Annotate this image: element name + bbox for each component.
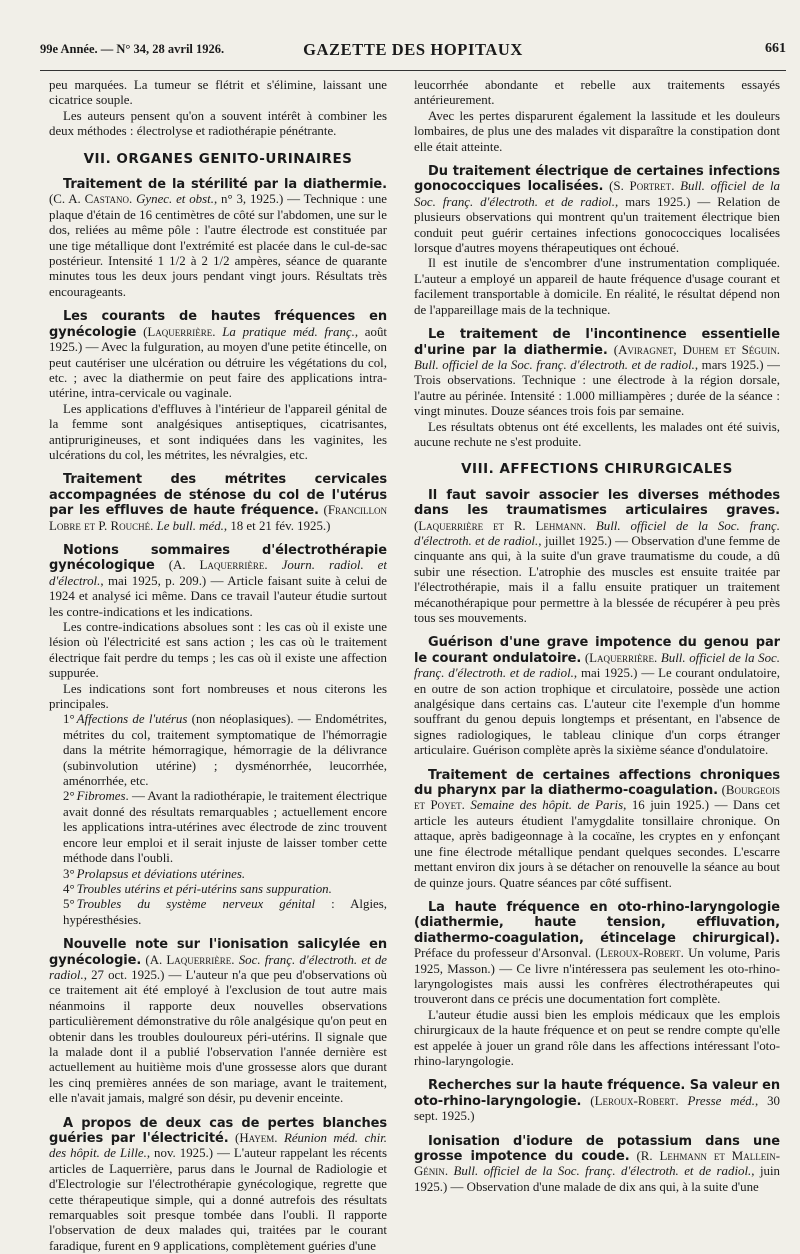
article-body: , n° 3, 1925.) — Technique : une plaque d'étain de 16 centimètres de côté sur l'abdomen, une sur le dos, reliées au même pôle : l'autre électrode est constituée par une tige métallique dont l'extrémité est placée dans le cul-de-sac postérieur. Intensité 1 1/2 à 2 1/2 ampères, séance de quarante minutes tous les deux jours pendant vingt jours. Résultats très encourageants.: [49, 192, 387, 299]
article-body: , mars 1925.) — Relation de plusieurs observations qui montrent qu'un traitement électrique bien conduit peut guérir certaines infections gonococciques localisées lorsque d'autres moyens thérapeutiques ont échoué.: [414, 194, 780, 256]
article-body: , août 1925.) — Avec la fulguration, au moyen d'une petite étincelle, on peut cautériser une ulcération ou détruire les végétations du col, etc. ; avec la diathermie on peut faire des applications intra-utérine, intra-cervicale ou vaginale.: [49, 324, 387, 401]
article-body: , 18 et 21 fév. 1925.): [223, 518, 331, 533]
paragraph: Il est inutile de s'encombrer d'une instrumentation compliquée. L'auteur a employé un appareil de haute fréquence d'usage courant et facilement transportable à domicile. En réalité, le résultat dépend non de l'appareillage mais de la technique.: [414, 256, 780, 317]
article-entry: Traitement des métrites cervicales accompagnées de sténose du col de l'utérus par les effluves de haute fréquence. (Francillon Lobre et P. Rouché. Le bull. méd., 18 et 21 fév. 1925.): [49, 472, 387, 533]
article-author: Laquerrière: [166, 952, 232, 967]
issue-line: 99e Année. — N° 34, 28 avril 1926.: [40, 42, 225, 56]
article-author: Castano: [84, 192, 130, 207]
article-body: , 30 sept. 1925.): [414, 1093, 780, 1124]
article-author: Leroux-Robert: [599, 946, 681, 961]
article-entry: Recherches sur la haute fréquence. Sa valeur en oto-rhino-laryngologie. (Leroux-Robert. Presse méd., 30 sept. 1925.): [414, 1078, 780, 1124]
article-title: Traitement de la stérilité par la diathermie.: [63, 177, 387, 193]
article-journal: Réunion méd. chir. des hôpit. de Lille.: [49, 1131, 387, 1161]
article-title: Il faut savoir associer les diverses méthodes dans les traumatismes articulaires graves.: [414, 487, 780, 519]
article-journal: Soc. franç. d'électroth. et de radiol.: [49, 952, 387, 982]
right-column: [414, 78, 780, 1195]
article-entry: Traitement de la stérilité par la diathermie. (C. A. Castano. Gynec. et obst., n° 3, 1925.) — Technique : une plaque d'étain de 16 centimètres de côté sur l'abdomen, une sur le dos, reliées au même pôle : l'autre électrode est constituée par une tige métallique dont l'extrémité est placée dans le cul-de-sac postérieur. Intensité 1 1/2 à 2 1/2 ampères, séance de quarante minutes tous les deux jours pendant vingt jours. Résultats très encourageants.: [49, 177, 387, 299]
article-journal: Bull. officiel de la Soc. franç. d'électroth. et de radiol.: [414, 518, 780, 548]
article-title: Traitement de certaines affections chroniques du pharynx par la diathermo-coagulation.: [414, 767, 780, 799]
paragraph: Les indications sont fort nombreuses et nous citerons les principales.: [49, 681, 387, 712]
article-entry: Du traitement électrique de certaines infections gonococciques localisées. (S. Portret. Bull. officiel de la Soc. franç. d'électroth. et de radiol., mars 1925.) — Relation de plusieurs observations qui montrent qu'un traitement électrique bien conduit peut guérir certaines infections gonococciques localisées lorsque d'autres moyens thérapeutiques ont échoué.: [414, 164, 780, 256]
article-author: Francillon Lobre et P. Rouché: [49, 503, 387, 533]
paragraph: leucorrhée abondante et rebelle aux traitements essayés antérieurement.: [414, 78, 780, 108]
article-journal: Semaine des hôpit. de Paris: [470, 798, 624, 813]
article-body: , juin 1925.) — Observation d'une malade de dix ans qui, à la suite d'une: [414, 1164, 780, 1194]
article-title: Guérison d'une grave impotence du genou par le courant ondulatoire.: [414, 635, 780, 666]
article-title: Traitement des métrites cervicales accompagnées de sténose du col de l'utérus par les effluves de haute fréquence.: [49, 472, 387, 519]
section-heading-8: VIII. AFFECTIONS CHIRURGICALES: [461, 461, 733, 478]
article-author: Hayem: [239, 1131, 275, 1145]
list-item: 5° Troubles du système nerveux génital : Algies, hypéresthésies.: [63, 897, 387, 927]
article-title: Ionisation d'iodure de potassium dans une grosse impotence du coude.: [414, 1133, 780, 1164]
article-body: , mai 1925.) — Le courant ondulatoire, en outre de son action trophique et circulatoire, possède une action analgésique dans certains cas. L'auteur cite l'exemple d'un homme souffrant du genou depuis longtemps et présentant, en l'absence de signes radiologiques, le tableau clinique d'un corps étranger articulaire. Guérison complète après la sixième séance d'ondulatoire.: [414, 666, 780, 758]
paragraph: L'auteur étudie aussi bien les emplois médicaux que les emplois chirurgicaux de la haute fréquence et on peut se rendre compte qu'elle est appelée à jouer un grand rôle dans les affections intéressant l'oto-rhino-laryngologie.: [414, 1007, 780, 1068]
article-entry: Le traitement de l'incontinence essentielle d'urine par la diathermie. (Aviragnet, Duhem et Séguin. Bull. officiel de la Soc. franç. d'électroth. et de radiol., mars 1925.) — Trois observations. Technique : une électrode à la région dorsale, l'autre au périnée. Intensité : 1.000 milliampères ; durée de la séance : vingt minutes. Douze séances trois fois par semaine.: [414, 327, 780, 419]
left-column: [49, 78, 387, 1254]
article-journal: Bull. officiel de la Soc. franç. d'électroth. et de radiol.: [453, 1164, 752, 1179]
article-title: Notions sommaires d'électrothérapie gynécologique: [49, 542, 387, 574]
article-entry: Nouvelle note sur l'ionisation salicylée en gynécologie. (A. Laquerrière. Soc. franç. d'électroth. et de radiol., 27 oct. 1925.) — L'auteur n'a que peu d'observations où ce traitement ait été employé à l'exclusion de tout autre mais néanmoins il rapporte deux nouvelles observations particulièrement démonstrative du rôle analgésique qu'on peut en obtenir dans les troubles douloureux péri-utérins. Il signale que la malade dont il a publié l'observation l'année dernière est actuellement au huitième mois d'une grossesse alors que durant les cinq premières années de son mariage, avant le traitement, elle n'avait jamais, malgré son désir, pu devenir enceinte.: [49, 937, 387, 1106]
article-title: Du traitement électrique de certaines infections gonococciques localisées.: [414, 164, 780, 195]
article-entry: Il faut savoir associer les diverses méthodes dans les traumatismes articulaires graves. (Laquerrière et R. Lehmann. Bull. officiel de la Soc. franç. d'électroth. et de radiol., juillet 1925.) — Observation d'une femme de cinquante ans qui, à la suite d'un grave traumatisme du coude, a dû subir une résection. L'atrophie des muscles est ensuite traitée par l'électrothérapie, mais il a fallu ensuite pratiquer un traitement mécanothérapique pour permettre à la blessée de récupérer à peu près tous ses mouvements.: [414, 487, 780, 625]
article-entry: Notions sommaires d'électrothérapie gynécologique (A. Laquerrière. Journ. radiol. et d'électrol., mai 1925, p. 209.) — Article faisant suite à celui de 1924 et analysé ici même. Dans ce travail l'auteur étudie surtout les contre-indications et les indications.: [49, 542, 387, 619]
article-body: , nov. 1925.) — L'auteur rappelant les récents articles de Laquerrière, parus dans le Journal de Radiologie et d'Electrologie sur l'électrothérapie gynécologique, regrette que cette thérapeutique simple, qui a donné autrefois des résultats remarquables soit presque tombée dans l'oubli. Il rapporte l'observation de deux malades qui, traitées par le courant faradique, furent en 9 applications, complètement guéries d'une: [49, 1146, 387, 1253]
article-journal: Presse méd.: [687, 1093, 755, 1108]
article-body: , 16 juin 1925.) — Dans cet article les auteurs étudient l'amygdalite tonsillaire chronique. On attaque, après badigeonnage à la cocaïne, les cryptes en y enfonçant une fine électrode métallique pendant quelques secondes. L'escarre mettant environ dix jours à se détacher on renouvelle la séance au bout de quinze jours. Quatre séances par côté suffisent.: [414, 798, 780, 890]
journal-title: GAZETTE DES HOPITAUX: [303, 40, 523, 59]
article-journal: Bull. officiel de la Soc. franç. d'électroth. et de radiol.: [414, 179, 780, 209]
article-body: , mai 1925, p. 209.) — Article faisant suite à celui de 1924 et analysé ici même. Dans ce travail l'auteur étudie surtout les contre-indications et les indications.: [49, 573, 387, 619]
paragraph: Les contre-indications absolues sont : les cas où il existe une lésion où l'électricité est sans action ; les cas où le traitement électrique fait perdre du temps ; les cas où il existe une affection suppurée.: [49, 620, 387, 681]
article-journal: La pratique méd. franç.: [222, 324, 355, 339]
article-entry: La haute fréquence en oto-rhino-laryngologie (diathermie, haute tension, effluvation, diathermo-coagulation, étincelage chirurgical). Préface du professeur d'Arsonval. (Leroux-Robert. Un volume, Paris 1925, Masson.) — Ce livre n'intéressera pas seulement les oto-rhino-laryngologistes mais aussi les confrères électrothérapeutes qui trouveront dans ce précis une documentation fort complète.: [414, 899, 780, 1007]
article-title: Le traitement de l'incontinence essentielle d'urine par la diathermie.: [414, 327, 780, 358]
article-author: Bourgeois et Poyet: [414, 783, 780, 813]
article-journal: Le bull. méd.: [156, 518, 224, 533]
article-author: Laquerrière: [589, 650, 654, 665]
paragraph: Les résultats obtenus ont été excellents, les malades ont été suivis, aucune rechute ne s'est produite.: [414, 419, 780, 449]
article-entry: Traitement de certaines affections chroniques du pharynx par la diathermo-coagulation. (Bourgeois et Poyet. Semaine des hôpit. de Paris, 16 juin 1925.) — Dans cet article les auteurs étudient l'amygdalite tonsillaire chronique. On attaque, après badigeonnage à la cocaïne, les cryptes en y enfonçant une fine électrode métallique pendant quelques secondes. L'escarre mettant environ dix jours à se détacher on renouvelle la séance au bout de quinze jours. Quatre séances par côté suffisent.: [414, 767, 780, 890]
article-entry: Les courants de hautes fréquences en gynécologie (Laquerrière. La pratique méd. franç., août 1925.) — Avec la fulguration, au moyen d'une petite étincelle, on peut cautériser une ulcération ou détruire les végétations du col, etc. ; avec la diathermie on peut faire des applications intra-utérine, intra-cervicale ou vaginale.: [49, 309, 387, 401]
article-author: Laquerrière et R. Lehmann: [418, 518, 583, 533]
section-heading-7: VII. ORGANES GENITO-URINAIRES: [83, 150, 353, 167]
article-author: Leroux-Robert: [594, 1093, 676, 1108]
list-item: 2° Fibromes. — Avant la radiothérapie, le traitement électrique avait donné des résultats remarquables ; actuellement encore les applications intra-utérines avec électrode de zinc trouvent encore leur emploi et il serait injuste de laisser tomber cette méthode dans l'oubli.: [63, 789, 387, 866]
article-title: Recherches sur la haute fréquence. Sa valeur en oto-rhino-laryngologie.: [414, 1078, 780, 1109]
article-title: La haute fréquence en oto-rhino-laryngologie (diathermie, haute tension, effluvation, diathermo-coagulation, étincelage chirurgical).: [414, 899, 780, 946]
header-rule: [40, 70, 786, 71]
article-body: , mars 1925.) — Trois observations. Technique : une électrode à la région dorsale, l'autre au périnée. Intensité : 1.000 milliampères ; durée de la séance : vingt minutes. Douze séances trois fois par semaine.: [414, 357, 780, 419]
list-item: 4° Troubles utérins et péri-utérins sans suppuration.: [63, 881, 332, 896]
article-title: Les courants de hautes fréquences en gynécologie: [49, 309, 387, 340]
article-author: Portret: [629, 179, 672, 194]
article-body: , juillet 1925.) — Observation d'une femme de cinquante ans qui, à la suite d'un grave traumatisme du coude, a dû subir une résection. L'atrophie des muscles est ensuite traitée par l'électrothérapie, mais il a fallu ensuite pratiquer un traitement mécanothérapique pour permettre à la blessée de récupérer à peu près tous ses mouvements.: [414, 533, 780, 625]
list-item: 3° Prolapsus et déviations utérines.: [63, 866, 246, 881]
article-entry: Ionisation d'iodure de potassium dans une grosse impotence du coude. (R. Lehmann et Mallein-Génin. Bull. officiel de la Soc. franç. d'électroth. et de radiol., juin 1925.) — Observation d'une malade de dix ans qui, à la suite d'une: [414, 1133, 780, 1194]
article-preface: Préface du professeur d'Arsonval.: [414, 946, 592, 961]
page-number: 661: [765, 41, 786, 56]
article-entry: Guérison d'une grave impotence du genou par le courant ondulatoire. (Laquerrière. Bull. officiel de la Soc. franç. d'électroth. et de radiol., mai 1925.) — Le courant ondulatoire, en outre de son action trophique et circulatoire, possède une action analgésique dans certains cas. L'auteur cite l'exemple d'un homme souffrant du genou depuis longtemps et présentant, en l'absence de signes radiologiques, le tableau clinique d'un corps étranger articulaire. Guérison complète après la sixième séance d'ondulatoire.: [414, 635, 780, 758]
article-body: , 27 oct. 1925.) — L'auteur n'a que peu d'observations où ce traitement ait été employé à l'exclusion de tout autre mais néanmoins il rapporte deux nouvelles observations particulièrement démonstrative du rôle analgésique qu'on peut en obtenir dans les troubles douloureux péri-utérins. Il signale que la malade dont il a publié l'observation l'année dernière est actuellement au huitième mois d'une grossesse alors que durant les cinq premières années de son mariage, avant le traitement, elle n'avait jamais, malgré son désir, pu devenir enceinte.: [49, 967, 387, 1106]
article-journal: Journ. radiol. et d'électrol.: [49, 558, 387, 588]
article-author: Aviragnet, Duhem et Séguin: [618, 342, 777, 357]
article-entry: A propos de deux cas de pertes blanches guéries par l'électricité. (Hayem. Réunion méd. chir. des hôpit. de Lille., nov. 1925.) — L'auteur rappelant les récents articles de Laquerrière, parus dans le Journal de Radiologie et d'Electrologie sur l'électrothérapie gynécologique, regrette que cette thérapeutique simple, qui a donné autrefois des résultats remarquables soit presque tombée dans l'oubli. Il rapporte l'observation de deux malades qui, traitées par le courant faradique, furent en 9 applications, complètement guéries d'une: [49, 1115, 387, 1253]
article-journal: Bull. officiel de la Soc. franç. d'électroth. et de radiol.: [414, 650, 780, 681]
article-author: Laquerrière: [147, 324, 213, 339]
article-journal: Gynec. et obst.: [136, 192, 214, 207]
article-body: Un volume, Paris 1925, Masson.) — Ce livre n'intéressera pas seulement les oto-rhino-laryngologistes mais aussi les confrères électrothérapeutes qui trouveront dans ce précis une documentation fort complète.: [414, 946, 780, 1007]
article-author: Lehmann et Mallein-Génin: [414, 1149, 780, 1179]
article-author: Laquerrière: [199, 558, 265, 573]
paragraph: peu marquées. La tumeur se flétrit et s'élimine, laissant une cicatrice souple.: [49, 78, 387, 108]
article-journal: Bull. officiel de la Soc. franç. d'électroth. et de radiol.: [414, 357, 695, 372]
list-item: 1° Affections de l'utérus (non néoplasiques). — Endométrites, métrites du col, traitement symptomatique de l'hémorragie dans la métrite hémorragique, hémorragie de la délivrance (subinvolution utérine) ; dysménorrhée, leucorrhée, aménorrhée, etc.: [63, 712, 387, 789]
article-title: Nouvelle note sur l'ionisation salicylée en gynécologie.: [49, 937, 387, 968]
page-header: [40, 38, 786, 60]
paragraph: Avec les pertes disparurent également la lassitude et les douleurs lombaires, de plus une des malades vit disparaître la constipation dont elle était atteinte.: [414, 108, 780, 154]
paragraph: Les auteurs pensent qu'on a souvent intérêt à combiner les deux méthodes : électrolyse et radiothérapie pénétrante.: [49, 108, 387, 139]
paragraph: Les applications d'effluves à l'intérieur de l'appareil génital de la femme sont analgésiques antiseptiques, cicatrisantes, antiprurigineuses, et sont indiquées dans les vaginites, les ulcérations du col, les métrites, les névralgies, etc.: [49, 401, 387, 462]
article-title: A propos de deux cas de pertes blanches guéries par l'électricité.: [49, 1115, 387, 1146]
